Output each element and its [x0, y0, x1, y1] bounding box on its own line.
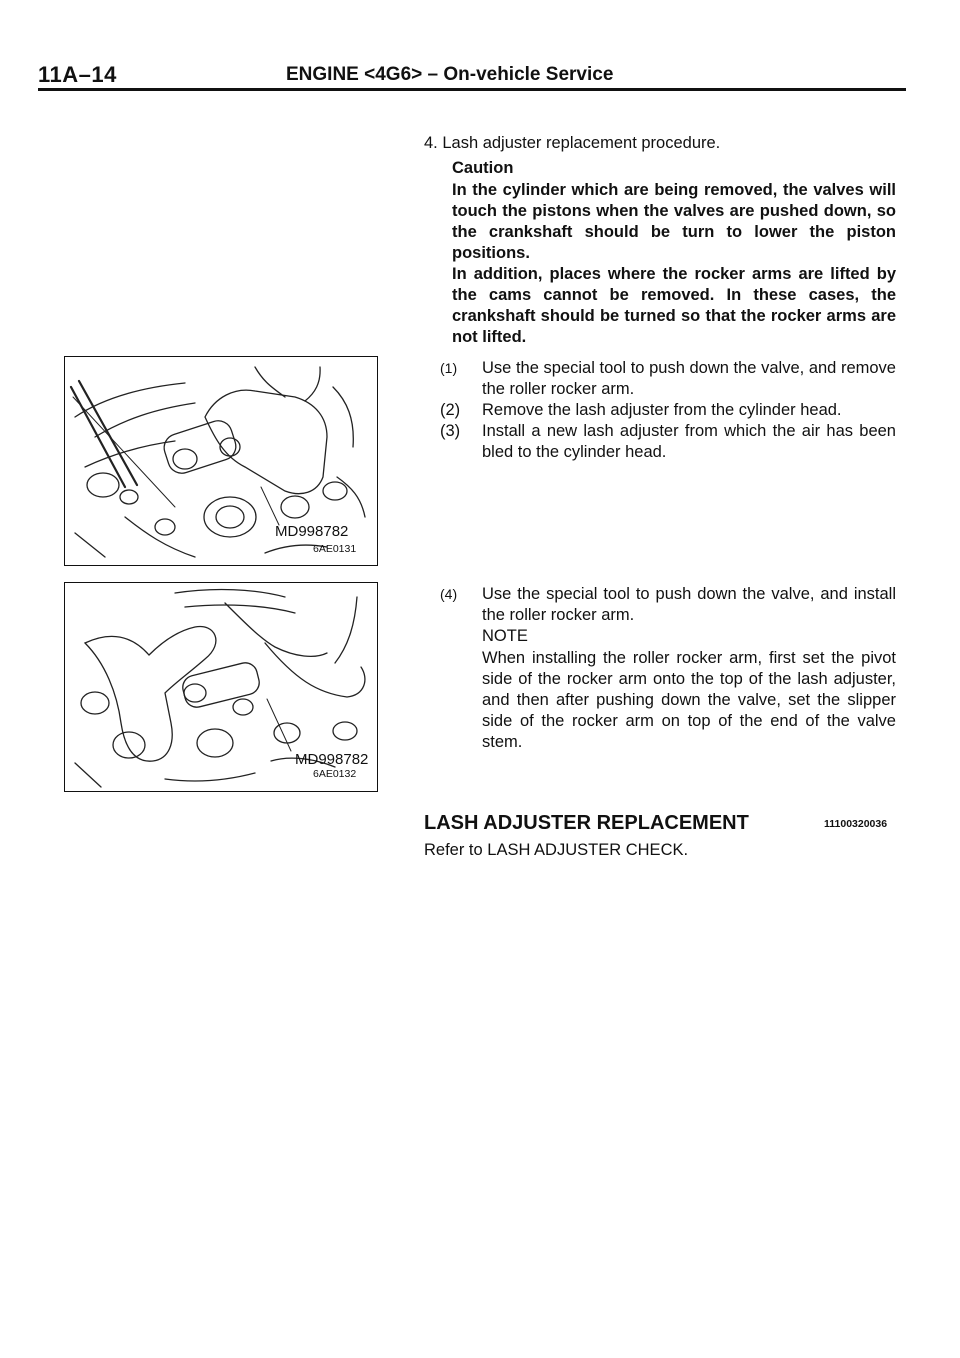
figure-code: 6AE0131 — [313, 543, 357, 555]
note-body: When installing the roller rocker arm, first set the pivot side of the rocker arm onto the top of the lash adjuster, and then after pushing down the valve, set the slipper side of the rocker arm on top of the end of the valve stem. — [482, 649, 896, 751]
substep-text: Install a new lash adjuster from which the air has been bled to the cylinder head. — [482, 422, 896, 461]
lash-adjuster-replacement-heading: LASH ADJUSTER REPLACEMENT — [424, 812, 749, 834]
substep-1 — [440, 358, 896, 400]
page-number: 11A–14 — [38, 62, 117, 87]
page-header — [38, 58, 906, 92]
header-rule — [38, 88, 906, 91]
substep-2 — [440, 400, 896, 421]
section-reference: Refer to LASH ADJUSTER CHECK. — [424, 841, 689, 859]
substep-number: (4) — [440, 586, 458, 602]
figure-code: 6AE0132 — [313, 768, 357, 780]
caution-body — [452, 180, 896, 348]
tool-label: MD998782 — [295, 751, 369, 768]
figure-remove-rocker-arm — [64, 356, 378, 566]
tool-label: MD998782 — [275, 523, 349, 540]
section-code: 11100320036 — [824, 818, 888, 830]
caution-title: Caution — [452, 159, 514, 177]
substep-text: Remove the lash adjuster from the cylinder head. — [482, 401, 842, 419]
caution-line-2: In addition, places where the rocker arms are lifted by the cams cannot be removed. In these cases, the crankshaft should be turned so that the rocker arms are not lifted. — [452, 265, 896, 346]
step-4-heading: 4. Lash adjuster replacement procedure. — [424, 134, 721, 152]
figure-install-rocker-arm — [64, 582, 378, 792]
substep-4 — [440, 584, 896, 626]
substep-3 — [440, 421, 896, 463]
note-title: NOTE — [482, 627, 528, 645]
substep-text: Use the special tool to push down the valve, and remove the roller rocker arm. — [482, 359, 896, 398]
substep-number: (1) — [440, 360, 458, 376]
section-title: ENGINE <4G6> – On-vehicle Service — [286, 64, 614, 85]
substep-number: (3) — [440, 422, 461, 440]
caution-line-1: In the cylinder which are being removed, the valves will touch the pistons when the valves are pushed down, so the crankshaft should be turn to lower the piston positions. — [452, 181, 896, 262]
substep-number: (2) — [440, 401, 461, 419]
substep-text: Use the special tool to push down the valve, and install the roller rocker arm. — [482, 585, 896, 624]
